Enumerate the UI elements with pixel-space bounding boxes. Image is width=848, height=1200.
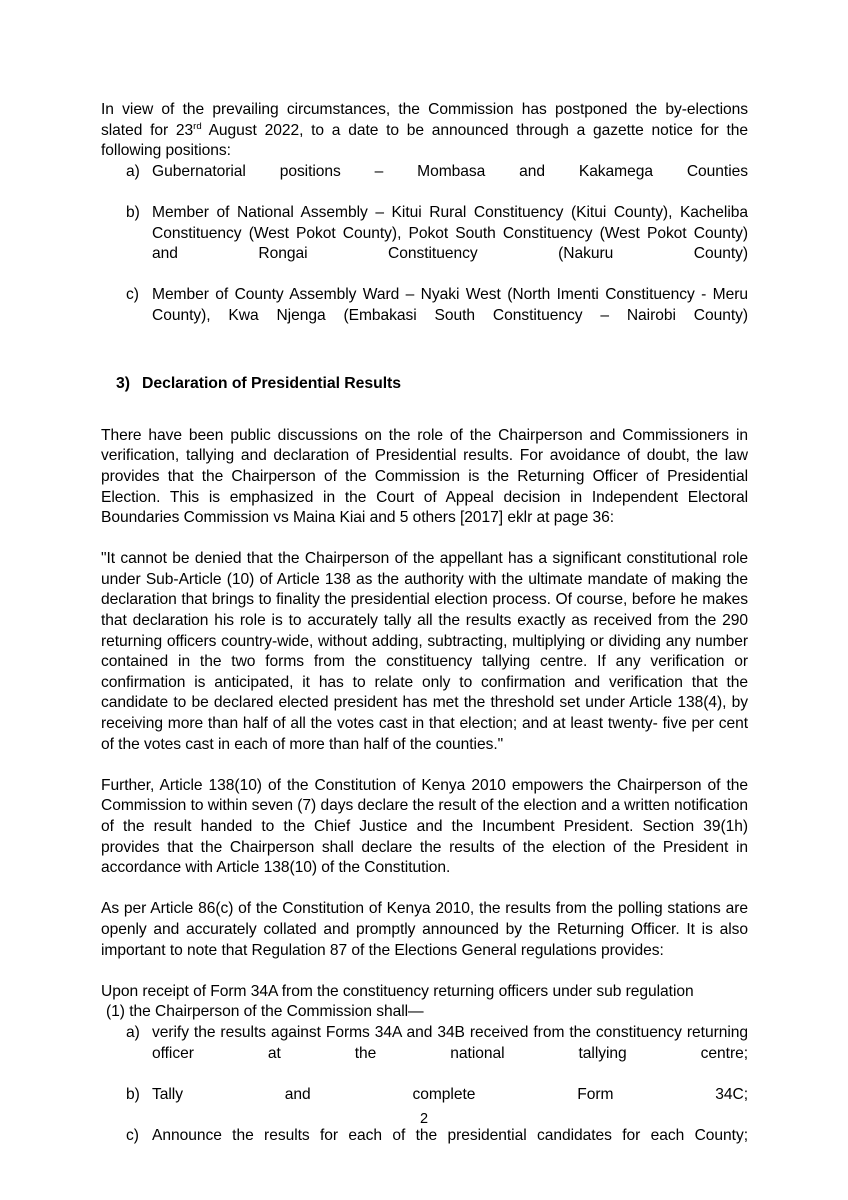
- postponed-positions-list: [101, 162, 748, 347]
- spacer: [101, 347, 748, 374]
- regulation-intro-line-2: (1) the Chairperson of the Commission shall—: [106, 1003, 424, 1021]
- spacer: [101, 529, 748, 550]
- court-quotation: "It cannot be denied that the Chairperson of the appellant has a significant constitutional role under Sub-Article (10) of Article 138 as the authority with the ultimate mandate of making the declaration that brings to finality the presidential election process. Of course, before he makes that declaration his role is to accurately tally all the results exactly as received from the 290 returning officers country-wide, without adding, subtracting, multiplying or dividing any number contained in the two forms from the constituency tallying centre. If any verification or confirmation is anticipated, it has to relate only to confirmation and verification that the candidate to be declared elected president has met the threshold set under Article 138(4), by receiving more than half of all the votes cast in that election; and at least twenty- five per cent of the votes cast in each of more than half of the counties.": [101, 550, 748, 753]
- section-heading-marker: 3): [116, 375, 130, 393]
- list-item-marker: a): [126, 162, 140, 180]
- list-item: [101, 203, 748, 285]
- list-item-marker: c): [126, 1126, 139, 1144]
- regulation-intro-line-1: Upon receipt of Form 34A from the constituency returning officers under sub regulation: [101, 982, 694, 1000]
- list-item-marker: c): [126, 286, 139, 304]
- body-paragraph-3: As per Article 86(c) of the Constitution of Kenya 2010, the results from the polling stations are openly and accurately collated and promptly announced by the Returning Officer. It is also important to note that Regulation 87 of the Elections General regulations provides:: [101, 900, 748, 959]
- page-number: 2: [419, 1111, 429, 1127]
- intro-paragraph: [101, 100, 748, 162]
- list-item-text: verify the results against Forms 34A and 34B received from the constituency returning officer at the national tallying centre;: [152, 1023, 748, 1062]
- spacer: [101, 755, 748, 776]
- list-item-marker: a): [126, 1023, 140, 1041]
- section-heading-title: Declaration of Presidential Results: [142, 375, 401, 393]
- list-item: [101, 1126, 748, 1167]
- ordinal-suffix: rd: [193, 120, 202, 132]
- regulation-steps-list: [101, 1023, 748, 1167]
- list-item: [101, 285, 748, 347]
- list-item-text: Member of County Assembly Ward – Nyaki West (North Imenti Constituency - Meru County), Kwa Njenga (Embakasi South Constituency – Nairobi County): [152, 286, 748, 324]
- spacer: [101, 395, 748, 426]
- list-item: [101, 1023, 748, 1085]
- list-item-text: Member of National Assembly – Kitui Rural Constituency (Kitui County), Kacheliba Constituency (West Pokot County), Pokot South Constituency (West Pokot County) and Rongai Constituency (Nakuru County): [152, 203, 748, 263]
- page-content: [101, 100, 748, 1167]
- section-heading: [101, 374, 748, 395]
- list-item: [101, 162, 748, 203]
- list-item-marker: b): [126, 1085, 140, 1103]
- list-item-text: Gubernatorial positions – Mombasa and Kakamega Counties: [152, 162, 748, 180]
- list-item-marker: b): [126, 203, 140, 221]
- intro-text-before-ordinal: In view of the prevailing circumstances, the Commission has postponed the by-elections slated for 23: [101, 101, 748, 139]
- list-item-text: Tally and complete Form 34C;: [152, 1085, 748, 1103]
- body-paragraph-1: There have been public discussions on the role of the Chairperson and Commissioners in verification, tallying and declaration of Presidential results. For avoidance of doubt, the law provides that the Chairperson of the Commission is the Returning Officer of Presidential Election. This is emphasized in the Court of Appeal decision in Independent Electoral Boundaries Commission vs Maina Kiai and 5 others [2017] eklr at page 36:: [101, 426, 748, 527]
- intro-text-after-ordinal: August 2022, to a date to be announced through a gazette notice for the following positions:: [101, 121, 748, 160]
- list-item-text: Announce the results for each of the presidential candidates for each County;: [152, 1126, 748, 1144]
- body-paragraph-2: Further, Article 138(10) of the Constitution of Kenya 2010 empowers the Chairperson of the Commission to within seven (7) days declare the result of the election and a written notification of the result handed to the Chief Justice and the Incumbent President. Section 39(1h) provides that the Chairperson shall declare the results of the election of the President in accordance with Article 138(10) of the Constitution.: [101, 776, 748, 877]
- spacer: [101, 961, 748, 982]
- spacer: [101, 879, 748, 900]
